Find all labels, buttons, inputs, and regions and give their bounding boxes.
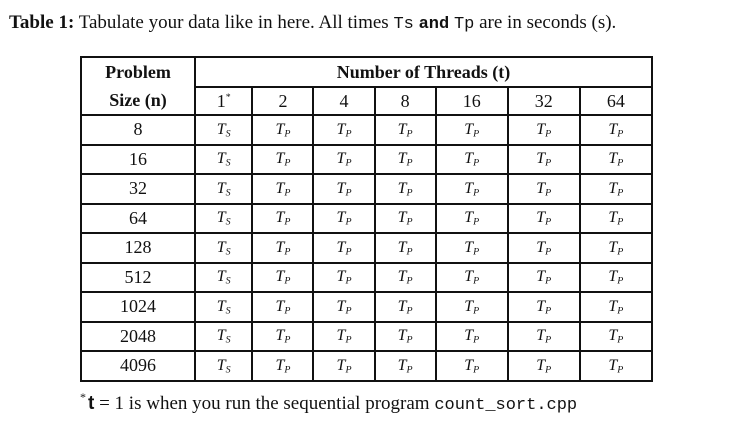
sequential-time-cell [195, 351, 252, 381]
sequential-time-cell [195, 263, 252, 293]
thread-col-header: 16 [436, 87, 508, 115]
parallel-time-cell [580, 351, 652, 381]
caption-text-before: Tabulate your data like in here. All times [78, 12, 394, 33]
time-symbol-subscript: P [406, 275, 413, 287]
time-symbol: T [275, 238, 285, 256]
time-symbol: T [464, 356, 474, 374]
parallel-time-cell [508, 233, 580, 263]
caption-and-word: and [418, 15, 450, 34]
footnote-t-label: t [88, 393, 95, 414]
time-symbol-subscript: P [284, 334, 291, 346]
problem-size-cell: 8 [81, 115, 195, 145]
parallel-time-cell [580, 292, 652, 322]
parallel-time-cell [580, 145, 652, 175]
problem-size-cell: 64 [81, 204, 195, 234]
time-symbol-subscript: P [617, 245, 624, 257]
problem-size-cell: 2048 [81, 322, 195, 352]
time-symbol: T [464, 120, 474, 138]
parallel-time-cell [313, 204, 374, 234]
time-symbol: T [216, 238, 226, 256]
parallel-time-cell [252, 145, 313, 175]
parallel-time-cell [508, 174, 580, 204]
parallel-time-cell [436, 322, 508, 352]
time-symbol: T [608, 179, 618, 197]
time-symbol-subscript: P [284, 186, 291, 198]
caption-ts-symbol: Ts [393, 15, 414, 34]
time-symbol-subscript: P [545, 216, 552, 228]
time-symbol: T [536, 209, 546, 227]
time-symbol-subscript: P [545, 275, 552, 287]
time-symbol-subscript: P [406, 157, 413, 169]
parallel-time-cell [508, 292, 580, 322]
parallel-time-cell [436, 174, 508, 204]
table-header-row [81, 57, 652, 87]
parallel-time-cell [580, 174, 652, 204]
time-symbol-subscript: P [545, 334, 552, 346]
time-symbol: T [464, 297, 474, 315]
time-symbol-subscript: P [284, 216, 291, 228]
time-symbol-subscript: P [284, 304, 291, 316]
time-symbol-subscript: S [225, 127, 231, 139]
parallel-time-cell [375, 204, 436, 234]
time-symbol: T [464, 268, 474, 286]
parallel-time-cell [375, 263, 436, 293]
footnote [80, 384, 577, 419]
problem-size-cell: 32 [81, 174, 195, 204]
parallel-time-cell [580, 204, 652, 234]
time-symbol: T [608, 120, 618, 138]
parallel-time-cell [252, 233, 313, 263]
time-symbol-subscript: P [545, 304, 552, 316]
parallel-time-cell [375, 322, 436, 352]
problem-size-header-line2: Size (n) [109, 90, 167, 110]
caption-text-after: are in seconds (s). [479, 12, 617, 33]
parallel-time-cell [508, 145, 580, 175]
thread-col-header: 2 [252, 87, 313, 115]
time-symbol-subscript: P [284, 275, 291, 287]
problem-size-cell: 16 [81, 145, 195, 175]
time-symbol: T [336, 120, 346, 138]
parallel-time-cell [313, 263, 374, 293]
time-symbol: T [608, 238, 618, 256]
parallel-time-cell [436, 145, 508, 175]
time-symbol: T [397, 209, 407, 227]
time-symbol: T [275, 356, 285, 374]
footnote-program-name: count_sort.cpp [434, 396, 578, 415]
parallel-time-cell [313, 292, 374, 322]
table-row [81, 322, 652, 352]
caption-label: Table 1: [9, 12, 75, 33]
sequential-time-cell [195, 233, 252, 263]
time-symbol-subscript: P [545, 245, 552, 257]
time-symbol: T [608, 209, 618, 227]
time-symbol: T [336, 209, 346, 227]
time-symbol: T [336, 238, 346, 256]
parallel-time-cell [252, 292, 313, 322]
parallel-time-cell [313, 145, 374, 175]
sequential-time-cell [195, 115, 252, 145]
time-symbol-subscript: S [225, 157, 231, 169]
parallel-time-cell [313, 115, 374, 145]
table-row [81, 115, 652, 145]
sequential-time-cell [195, 322, 252, 352]
table-body [81, 115, 652, 381]
time-symbol: T [464, 209, 474, 227]
time-symbol: T [397, 297, 407, 315]
sequential-time-cell [195, 292, 252, 322]
time-symbol: T [608, 327, 618, 345]
time-symbol: T [397, 356, 407, 374]
parallel-time-cell [313, 322, 374, 352]
time-symbol: T [536, 238, 546, 256]
table-row [81, 292, 652, 322]
time-symbol: T [397, 238, 407, 256]
time-symbol: T [536, 356, 546, 374]
time-symbol: T [536, 268, 546, 286]
table-row [81, 145, 652, 175]
table-row [81, 174, 652, 204]
time-symbol-subscript: P [617, 334, 624, 346]
time-symbol-subscript: P [284, 245, 291, 257]
time-symbol: T [216, 327, 226, 345]
parallel-time-cell [436, 204, 508, 234]
time-symbol-subscript: P [284, 363, 291, 375]
time-symbol-subscript: P [617, 304, 624, 316]
time-symbol: T [397, 327, 407, 345]
time-symbol: T [336, 268, 346, 286]
problem-size-cell: 4096 [81, 351, 195, 381]
parallel-time-cell [508, 204, 580, 234]
time-symbol-subscript: P [473, 275, 480, 287]
time-symbol: T [275, 179, 285, 197]
parallel-time-cell [252, 115, 313, 145]
parallel-time-cell [375, 351, 436, 381]
time-symbol: T [275, 150, 285, 168]
time-symbol-subscript: S [225, 186, 231, 198]
time-symbol-subscript: P [545, 157, 552, 169]
table-row [81, 204, 652, 234]
problem-size-cell: 128 [81, 233, 195, 263]
parallel-time-cell [508, 322, 580, 352]
parallel-time-cell [375, 233, 436, 263]
threads-header: Number of Threads (t) [195, 57, 652, 87]
parallel-time-cell [252, 263, 313, 293]
problem-size-header-line1: Problem [105, 62, 171, 82]
parallel-time-cell [252, 351, 313, 381]
time-symbol-subscript: P [617, 186, 624, 198]
time-symbol: T [536, 327, 546, 345]
time-symbol: T [216, 209, 226, 227]
time-symbol-subscript: S [225, 363, 231, 375]
parallel-time-cell [508, 115, 580, 145]
parallel-time-cell [252, 204, 313, 234]
time-symbol: T [216, 268, 226, 286]
parallel-time-cell [580, 233, 652, 263]
time-symbol-subscript: P [545, 186, 552, 198]
time-symbol-subscript: P [617, 216, 624, 228]
parallel-time-cell [313, 233, 374, 263]
table-caption [9, 10, 616, 38]
time-symbol-subscript: P [284, 127, 291, 139]
time-symbol: T [216, 356, 226, 374]
parallel-time-cell [313, 174, 374, 204]
time-symbol: T [397, 179, 407, 197]
sequential-time-cell [195, 204, 252, 234]
problem-size-cell: 512 [81, 263, 195, 293]
caption-tp-symbol: Tp [453, 15, 475, 34]
time-symbol-subscript: P [406, 186, 413, 198]
parallel-time-cell [375, 145, 436, 175]
footnote-text: = 1 is when you run the sequential program [94, 393, 435, 414]
time-symbol: T [216, 297, 226, 315]
time-symbol-subscript: P [617, 363, 624, 375]
parallel-time-cell [252, 174, 313, 204]
time-symbol: T [608, 150, 618, 168]
thread-first-value: 1 [216, 90, 226, 111]
time-symbol-subscript: S [225, 334, 231, 346]
time-symbol-subscript: P [617, 157, 624, 169]
parallel-time-cell [375, 115, 436, 145]
time-symbol: T [397, 150, 407, 168]
time-symbol-subscript: P [345, 245, 352, 257]
time-symbol-subscript: P [345, 334, 352, 346]
time-symbol-subscript: P [617, 275, 624, 287]
time-symbol-subscript: P [473, 304, 480, 316]
parallel-time-cell [375, 292, 436, 322]
time-symbol: T [536, 150, 546, 168]
time-symbol-subscript: P [473, 127, 480, 139]
time-symbol: T [608, 297, 618, 315]
time-symbol-subscript: P [545, 127, 552, 139]
table-row [81, 351, 652, 381]
time-symbol: T [336, 297, 346, 315]
parallel-time-cell [580, 322, 652, 352]
thread-col-header: 8 [375, 87, 436, 115]
time-symbol: T [275, 327, 285, 345]
footnote-mark: * [225, 91, 231, 103]
parallel-time-cell [580, 115, 652, 145]
time-symbol-subscript: P [345, 216, 352, 228]
time-symbol: T [536, 120, 546, 138]
time-symbol: T [536, 179, 546, 197]
time-symbol-subscript: S [225, 216, 231, 228]
time-symbol: T [216, 179, 226, 197]
parallel-time-cell [508, 351, 580, 381]
time-symbol: T [608, 356, 618, 374]
parallel-time-cell [436, 233, 508, 263]
parallel-time-cell [436, 292, 508, 322]
time-symbol: T [216, 150, 226, 168]
time-symbol-subscript: P [545, 363, 552, 375]
thread-col-header: 32 [508, 87, 580, 115]
thread-col-header: 4 [313, 87, 374, 115]
parallel-time-cell [375, 174, 436, 204]
time-symbol-subscript: P [617, 127, 624, 139]
time-symbol-subscript: S [225, 275, 231, 287]
time-symbol-subscript: P [473, 245, 480, 257]
time-symbol-subscript: P [406, 334, 413, 346]
sequential-time-cell [195, 145, 252, 175]
time-symbol-subscript: P [473, 363, 480, 375]
time-symbol: T [216, 120, 226, 138]
time-symbol: T [397, 120, 407, 138]
time-symbol: T [464, 179, 474, 197]
sequential-time-cell [195, 174, 252, 204]
time-symbol-subscript: P [473, 334, 480, 346]
problem-size-header [81, 57, 195, 115]
time-symbol: T [275, 297, 285, 315]
parallel-time-cell [436, 263, 508, 293]
time-symbol-subscript: P [406, 363, 413, 375]
time-symbol: T [608, 268, 618, 286]
time-symbol: T [464, 150, 474, 168]
time-symbol: T [336, 179, 346, 197]
threads-timing-table [80, 56, 653, 382]
time-symbol-subscript: P [406, 245, 413, 257]
parallel-time-cell [580, 263, 652, 293]
time-symbol: T [536, 297, 546, 315]
parallel-time-cell [252, 322, 313, 352]
time-symbol-subscript: P [406, 216, 413, 228]
time-symbol-subscript: P [345, 304, 352, 316]
time-symbol: T [464, 327, 474, 345]
time-symbol: T [275, 120, 285, 138]
time-symbol-subscript: P [473, 157, 480, 169]
parallel-time-cell [436, 351, 508, 381]
parallel-time-cell [313, 351, 374, 381]
parallel-time-cell [436, 115, 508, 145]
table-row [81, 233, 652, 263]
time-symbol: T [464, 238, 474, 256]
table-row [81, 263, 652, 293]
time-symbol: T [336, 327, 346, 345]
thread-col-header [195, 87, 252, 115]
time-symbol: T [336, 356, 346, 374]
time-symbol-subscript: P [284, 157, 291, 169]
time-symbol-subscript: P [406, 304, 413, 316]
time-symbol-subscript: P [345, 127, 352, 139]
time-symbol-subscript: P [473, 216, 480, 228]
parallel-time-cell [508, 263, 580, 293]
time-symbol: T [397, 268, 407, 286]
thread-col-header: 64 [580, 87, 652, 115]
problem-size-cell: 1024 [81, 292, 195, 322]
time-symbol-subscript: P [345, 157, 352, 169]
time-symbol-subscript: S [225, 304, 231, 316]
time-symbol-subscript: P [345, 186, 352, 198]
time-symbol-subscript: P [473, 186, 480, 198]
footnote-star: * [80, 390, 86, 404]
time-symbol-subscript: P [406, 127, 413, 139]
time-symbol-subscript: P [345, 363, 352, 375]
time-symbol: T [275, 268, 285, 286]
time-symbol: T [336, 150, 346, 168]
time-symbol: T [275, 209, 285, 227]
time-symbol-subscript: P [345, 275, 352, 287]
time-symbol-subscript: S [225, 245, 231, 257]
